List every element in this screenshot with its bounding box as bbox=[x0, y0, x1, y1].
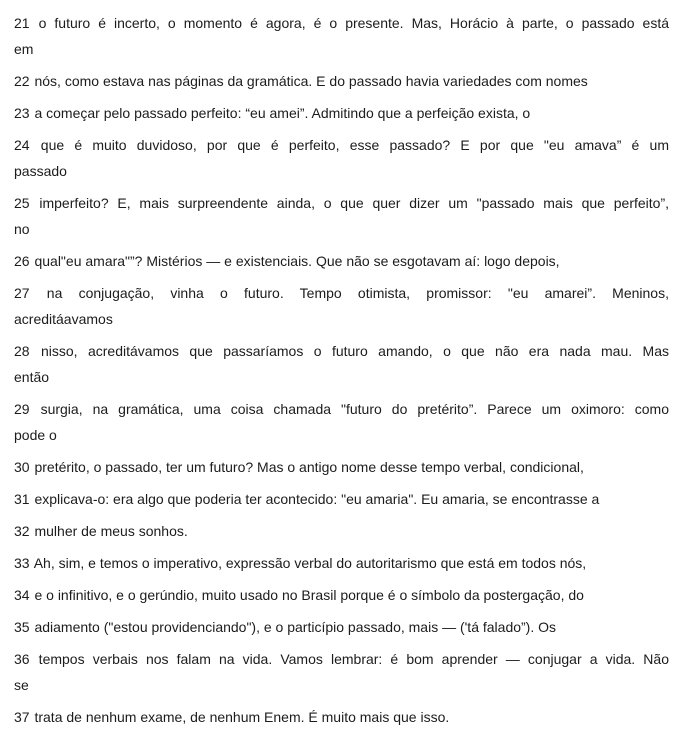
line-number: 31 bbox=[14, 491, 30, 507]
text-line: 28 nisso, acreditávamos que passaríamos o futuro amando, o que não era nada mau. Mas bbox=[14, 343, 669, 359]
paragraph-30 bbox=[14, 454, 669, 480]
text-line: 34 e o infinitivo, e o gerúndio, muito usado no Brasil porque é o símbolo da postergação, do bbox=[14, 587, 584, 603]
text-line: 33 Ah, sim, e temos o imperativo, expressão verbal do autoritarismo que está em todos nós, bbox=[14, 555, 587, 571]
line-number: 28 bbox=[14, 343, 30, 359]
paragraph-27 bbox=[14, 280, 669, 332]
text-line: 32 mulher de meus sonhos. bbox=[14, 523, 188, 539]
text-line-wrap: no bbox=[14, 221, 30, 237]
text-line: 22 nós, como estava nas páginas da gramática. E do passado havia variedades com nomes bbox=[14, 73, 588, 89]
paragraph-36 bbox=[14, 646, 669, 698]
text-line: 21 o futuro é incerto, o momento é agora, é o presente. Mas, Horácio à parte, o passado está bbox=[14, 15, 669, 31]
text-line: 27 na conjugação, vinha o futuro. Tempo otimista, promissor: "eu amarei”. Meninos, bbox=[14, 285, 669, 301]
line-number: 21 bbox=[14, 15, 30, 31]
text-line: 23 a começar pelo passado perfeito: “eu amei”. Admitindo que a perfeição exista, o bbox=[14, 105, 531, 121]
text-line: 31 explicava-o: era algo que poderia ter acontecido: "eu amaria". Eu amaria, se encontrasse a bbox=[14, 491, 600, 507]
paragraph-29 bbox=[14, 396, 669, 448]
line-number: 29 bbox=[14, 401, 30, 417]
line-number: 32 bbox=[14, 523, 30, 539]
text-line-wrap: em bbox=[14, 41, 34, 57]
line-number: 23 bbox=[14, 105, 30, 121]
line-number: 33 bbox=[14, 555, 30, 571]
paragraph-31 bbox=[14, 486, 669, 512]
paragraph-37 bbox=[14, 704, 669, 730]
line-number: 26 bbox=[14, 253, 30, 269]
paragraph-32 bbox=[14, 518, 669, 544]
text-line-wrap: então bbox=[14, 369, 50, 385]
text-line: 37 trata de nenhum exame, de nenhum Enem. É muito mais que isso. bbox=[14, 709, 450, 725]
text-line-wrap: se bbox=[14, 677, 29, 693]
text-line: 35 adiamento ("estou providenciando"), e o particípio passado, mais — ('tá falado”). Os bbox=[14, 619, 557, 635]
paragraph-23 bbox=[14, 100, 669, 126]
paragraph-28 bbox=[14, 338, 669, 390]
line-number: 22 bbox=[14, 73, 30, 89]
paragraph-22 bbox=[14, 68, 669, 94]
line-number: 35 bbox=[14, 619, 30, 635]
line-number: 30 bbox=[14, 459, 30, 475]
line-numbered-text bbox=[14, 10, 669, 730]
line-number: 25 bbox=[14, 195, 30, 211]
paragraph-35 bbox=[14, 614, 669, 640]
text-line: 26 qual"eu amara"”? Mistérios — e existenciais. Que não se esgotavam aí: logo depois, bbox=[14, 253, 560, 269]
paragraph-34 bbox=[14, 582, 669, 608]
paragraph-25 bbox=[14, 190, 669, 242]
text-line: 30 pretérito, o passado, ter um futuro? Mas o antigo nome desse tempo verbal, condicional, bbox=[14, 459, 584, 475]
text-line-wrap: passado bbox=[14, 163, 67, 179]
text-line-wrap: pode o bbox=[14, 427, 57, 443]
line-number: 24 bbox=[14, 137, 30, 153]
text-line: 25 imperfeito? E, mais surpreendente ainda, o que quer dizer um "passado mais que perfeito”, bbox=[14, 195, 669, 211]
text-line: 29 surgia, na gramática, uma coisa chamada "futuro do pretérito”. Parece um oximoro: como bbox=[14, 401, 669, 417]
text-line: 36 tempos verbais nos falam na vida. Vamos lembrar: é bom aprender — conjugar a vida. Não bbox=[14, 651, 669, 667]
line-number: 36 bbox=[14, 651, 30, 667]
paragraph-26 bbox=[14, 248, 669, 274]
text-line: 24 que é muito duvidoso, por que é perfeito, esse passado? E por que "eu amava” é um bbox=[14, 137, 669, 153]
paragraph-24 bbox=[14, 132, 669, 184]
text-line-wrap: acreditáavamos bbox=[14, 311, 113, 327]
paragraph-33 bbox=[14, 550, 669, 576]
line-number: 34 bbox=[14, 587, 30, 603]
paragraph-21 bbox=[14, 10, 669, 62]
line-number: 27 bbox=[14, 285, 30, 301]
line-number: 37 bbox=[14, 709, 30, 725]
